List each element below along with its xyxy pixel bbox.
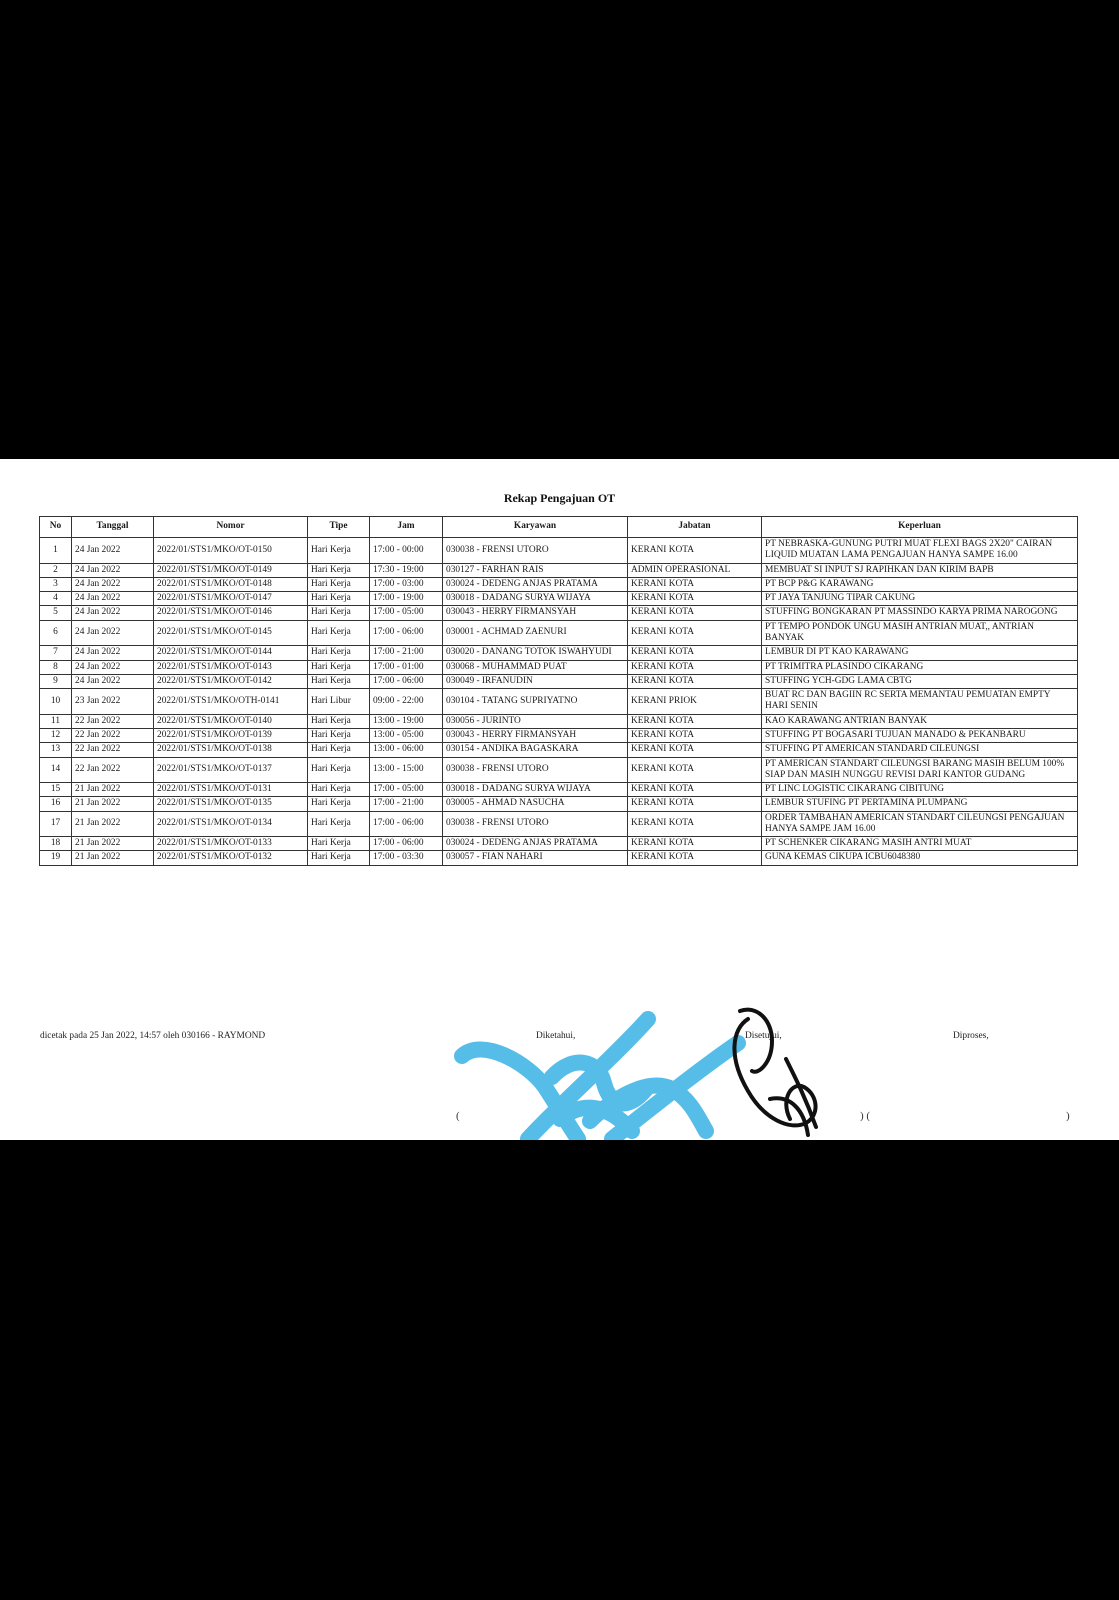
cell-keperluan: STUFFING PT AMERICAN STANDARD CILEUNGSI (762, 743, 1078, 757)
cell-no: 4 (40, 592, 72, 606)
cell-tipe: Hari Kerja (308, 646, 370, 660)
cell-jam: 17:00 - 00:00 (370, 538, 443, 564)
cell-nomor: 2022/01/STS1/MKO/OT-0132 (154, 851, 308, 865)
cell-no: 7 (40, 646, 72, 660)
cell-jam: 13:00 - 19:00 (370, 714, 443, 728)
cell-karyawan: 030024 - DEDENG ANJAS PRATAMA (443, 837, 628, 851)
cell-jam: 17:00 - 06:00 (370, 674, 443, 688)
cell-tipe: Hari Kerja (308, 606, 370, 620)
cell-nomor: 2022/01/STS1/MKO/OT-0140 (154, 714, 308, 728)
cell-tipe: Hari Kerja (308, 714, 370, 728)
cell-nomor: 2022/01/STS1/MKO/OT-0150 (154, 538, 308, 564)
cell-jam: 17:00 - 03:00 (370, 577, 443, 591)
cell-nomor: 2022/01/STS1/MKO/OT-0138 (154, 743, 308, 757)
cell-tipe: Hari Kerja (308, 563, 370, 577)
approved-by-label: Disetujui, (745, 1031, 782, 1041)
cell-nomor: 2022/01/STS1/MKO/OT-0131 (154, 783, 308, 797)
table-row (40, 811, 1078, 837)
cell-nomor: 2022/01/STS1/MKO/OT-0143 (154, 660, 308, 674)
cell-nomor: 2022/01/STS1/MKO/OT-0145 (154, 620, 308, 646)
cell-tanggal: 24 Jan 2022 (72, 620, 154, 646)
table-row (40, 757, 1078, 783)
cell-tanggal: 24 Jan 2022 (72, 606, 154, 620)
cell-jam: 17:00 - 03:30 (370, 851, 443, 865)
cell-karyawan: 030056 - JURINTO (443, 714, 628, 728)
cell-karyawan: 030154 - ANDIKA BAGASKARA (443, 743, 628, 757)
cell-keperluan: PT AMERICAN STANDART CILEUNGSI BARANG MASIH BELUM 100% SIAP DAN MASIH NUNGGU REVISI DARI KANTOR GUDANG (762, 757, 1078, 783)
cell-keperluan: PT TRIMITRA PLASINDO CIKARANG (762, 660, 1078, 674)
cell-karyawan: 030038 - FRENSI UTORO (443, 811, 628, 837)
cell-tanggal: 21 Jan 2022 (72, 797, 154, 811)
table-row (40, 728, 1078, 742)
cell-no: 8 (40, 660, 72, 674)
table-row (40, 646, 1078, 660)
cell-tanggal: 24 Jan 2022 (72, 646, 154, 660)
cell-no: 10 (40, 689, 72, 715)
table-row (40, 689, 1078, 715)
cell-jabatan: KERANI KOTA (628, 620, 762, 646)
table-row (40, 592, 1078, 606)
cell-tanggal: 22 Jan 2022 (72, 757, 154, 783)
cell-no: 3 (40, 577, 72, 591)
cell-jabatan: KERANI KOTA (628, 728, 762, 742)
cell-tanggal: 24 Jan 2022 (72, 563, 154, 577)
cell-jabatan: KERANI KOTA (628, 837, 762, 851)
blue-signature-scribble (462, 1019, 738, 1139)
cell-tipe: Hari Libur (308, 689, 370, 715)
cell-nomor: 2022/01/STS1/MKO/OT-0134 (154, 811, 308, 837)
cell-tanggal: 21 Jan 2022 (72, 851, 154, 865)
cell-no: 12 (40, 728, 72, 742)
cell-no: 14 (40, 757, 72, 783)
table-row (40, 743, 1078, 757)
cell-jam: 13:00 - 15:00 (370, 757, 443, 783)
cell-karyawan: 030020 - DANANG TOTOK ISWAHYUDI (443, 646, 628, 660)
cell-no: 15 (40, 783, 72, 797)
cell-jabatan: KERANI KOTA (628, 714, 762, 728)
column-header: Karyawan (443, 517, 628, 538)
document-page (0, 459, 1119, 1140)
cell-tipe: Hari Kerja (308, 592, 370, 606)
cell-no: 19 (40, 851, 72, 865)
cell-tanggal: 24 Jan 2022 (72, 538, 154, 564)
black-signature (734, 1010, 816, 1135)
column-header: Jabatan (628, 517, 762, 538)
cell-nomor: 2022/01/STS1/MKO/OT-0146 (154, 606, 308, 620)
cell-jabatan: KERANI KOTA (628, 743, 762, 757)
cell-jam: 17:00 - 19:00 (370, 592, 443, 606)
cell-tanggal: 24 Jan 2022 (72, 674, 154, 688)
cell-karyawan: 030127 - FARHAN RAIS (443, 563, 628, 577)
table-row (40, 797, 1078, 811)
cell-nomor: 2022/01/STS1/MKO/OT-0144 (154, 646, 308, 660)
cell-keperluan: PT JAYA TANJUNG TIPAR CAKUNG (762, 592, 1078, 606)
cell-jabatan: KERANI KOTA (628, 811, 762, 837)
cell-jabatan: KERANI KOTA (628, 538, 762, 564)
cell-tanggal: 21 Jan 2022 (72, 811, 154, 837)
cell-tipe: Hari Kerja (308, 674, 370, 688)
column-header: No (40, 517, 72, 538)
cell-jam: 17:00 - 01:00 (370, 660, 443, 674)
cell-karyawan: 030018 - DADANG SURYA WIJAYA (443, 783, 628, 797)
cell-tanggal: 24 Jan 2022 (72, 660, 154, 674)
cell-jam: 17:00 - 06:00 (370, 837, 443, 851)
cell-tipe: Hari Kerja (308, 743, 370, 757)
cell-jam: 17:00 - 21:00 (370, 797, 443, 811)
cell-keperluan: STUFFING YCH-GDG LAMA CBTG (762, 674, 1078, 688)
cell-jam: 17:00 - 06:00 (370, 620, 443, 646)
cell-keperluan: PT TEMPO PONDOK UNGU MASIH ANTRIAN MUAT,, ANTRIAN BANYAK (762, 620, 1078, 646)
column-header: Tipe (308, 517, 370, 538)
cell-jabatan: KERANI KOTA (628, 660, 762, 674)
cell-no: 2 (40, 563, 72, 577)
cell-tipe: Hari Kerja (308, 797, 370, 811)
cell-nomor: 2022/01/STS1/MKO/OT-0142 (154, 674, 308, 688)
cell-nomor: 2022/01/STS1/MKO/OT-0135 (154, 797, 308, 811)
cell-keperluan: STUFFING PT BOGASARI TUJUAN MANADO & PEKANBARU (762, 728, 1078, 742)
cell-keperluan: LEMBUR DI PT KAO KARAWANG (762, 646, 1078, 660)
cell-keperluan: PT LINC LOGISTIC CIKARANG CIBITUNG (762, 783, 1078, 797)
cell-tanggal: 22 Jan 2022 (72, 743, 154, 757)
cell-jabatan: KERANI KOTA (628, 797, 762, 811)
table-row (40, 606, 1078, 620)
cell-jam: 13:00 - 06:00 (370, 743, 443, 757)
cell-jabatan: KERANI KOTA (628, 646, 762, 660)
column-header: Keperluan (762, 517, 1078, 538)
cell-jam: 17:00 - 21:00 (370, 646, 443, 660)
column-header: Nomor (154, 517, 308, 538)
cell-keperluan: PT NEBRASKA-GUNUNG PUTRI MUAT FLEXI BAGS 2X20" CAIRAN LIQUID MUATAN LAMA PENGAJUAN HANYA SAMPE 16.00 (762, 538, 1078, 564)
cell-nomor: 2022/01/STS1/MKO/OTH-0141 (154, 689, 308, 715)
cell-karyawan: 030038 - FRENSI UTORO (443, 757, 628, 783)
cell-karyawan: 030024 - DEDENG ANJAS PRATAMA (443, 577, 628, 591)
cell-keperluan: PT SCHENKER CIKARANG MASIH ANTRI MUAT (762, 837, 1078, 851)
cell-karyawan: 030049 - IRFANUDIN (443, 674, 628, 688)
document-title: Rekap Pengajuan OT (503, 491, 616, 505)
cell-tipe: Hari Kerja (308, 577, 370, 591)
table-row (40, 837, 1078, 851)
cell-jabatan: KERANI KOTA (628, 577, 762, 591)
cell-keperluan: LEMBUR STUFING PT PERTAMINA PLUMPANG (762, 797, 1078, 811)
cell-keperluan: KAO KARAWANG ANTRIAN BANYAK (762, 714, 1078, 728)
cell-tipe: Hari Kerja (308, 783, 370, 797)
cell-no: 1 (40, 538, 72, 564)
table-row (40, 660, 1078, 674)
cell-karyawan: 030018 - DADANG SURYA WIJAYA (443, 592, 628, 606)
cell-no: 11 (40, 714, 72, 728)
cell-no: 6 (40, 620, 72, 646)
cell-tanggal: 21 Jan 2022 (72, 837, 154, 851)
cell-no: 18 (40, 837, 72, 851)
cell-nomor: 2022/01/STS1/MKO/OT-0148 (154, 577, 308, 591)
table-body (40, 538, 1078, 866)
cell-tipe: Hari Kerja (308, 851, 370, 865)
cell-karyawan: 030104 - TATANG SUPRIYATNO (443, 689, 628, 715)
cell-jam: 09:00 - 22:00 (370, 689, 443, 715)
cell-karyawan: 030001 - ACHMAD ZAENURI (443, 620, 628, 646)
cell-tipe: Hari Kerja (308, 728, 370, 742)
cell-nomor: 2022/01/STS1/MKO/OT-0149 (154, 563, 308, 577)
cell-tipe: Hari Kerja (308, 837, 370, 851)
cell-jam: 13:00 - 05:00 (370, 728, 443, 742)
cell-karyawan: 030068 - MUHAMMAD PUAT (443, 660, 628, 674)
cell-jabatan: ADMIN OPERASIONAL (628, 563, 762, 577)
cell-tipe: Hari Kerja (308, 757, 370, 783)
table-header-row (40, 517, 1078, 538)
signature-paren-mid: ) ( (860, 1110, 871, 1122)
cell-keperluan: PT BCP P&G KARAWANG (762, 577, 1078, 591)
cell-keperluan: GUNA KEMAS CIKUPA ICBU6048380 (762, 851, 1078, 865)
cell-tanggal: 24 Jan 2022 (72, 592, 154, 606)
table-row (40, 620, 1078, 646)
column-header: Tanggal (72, 517, 154, 538)
table-row (40, 674, 1078, 688)
cell-nomor: 2022/01/STS1/MKO/OT-0137 (154, 757, 308, 783)
printed-info: dicetak pada 25 Jan 2022, 14:57 oleh 030166 - RAYMOND (40, 1031, 266, 1041)
cell-karyawan: 030038 - FRENSI UTORO (443, 538, 628, 564)
cell-tanggal: 22 Jan 2022 (72, 728, 154, 742)
cell-jabatan: KERANI KOTA (628, 783, 762, 797)
cell-jabatan: KERANI KOTA (628, 851, 762, 865)
cell-jam: 17:00 - 05:00 (370, 606, 443, 620)
cell-no: 9 (40, 674, 72, 688)
cell-karyawan: 030043 - HERRY FIRMANSYAH (443, 606, 628, 620)
cell-keperluan: BUAT RC DAN BAGIIN RC SERTA MEMANTAU PEMUATAN EMPTY HARI SENIN (762, 689, 1078, 715)
cell-tipe: Hari Kerja (308, 811, 370, 837)
cell-nomor: 2022/01/STS1/MKO/OT-0133 (154, 837, 308, 851)
cell-keperluan: STUFFING BONGKARAN PT MASSINDO KARYA PRIMA NAROGONG (762, 606, 1078, 620)
cell-jam: 17:00 - 05:00 (370, 783, 443, 797)
cell-jabatan: KERANI KOTA (628, 592, 762, 606)
column-header: Jam (370, 517, 443, 538)
cell-nomor: 2022/01/STS1/MKO/OT-0139 (154, 728, 308, 742)
signature-paren-open: ( (456, 1110, 460, 1122)
cell-jabatan: KERANI KOTA (628, 757, 762, 783)
table-row (40, 714, 1078, 728)
cell-jabatan: KERANI PRIOK (628, 689, 762, 715)
cell-keperluan: ORDER TAMBAHAN AMERICAN STANDART CILEUNGSI PENGAJUAN HANYA SAMPE JAM 16.00 (762, 811, 1078, 837)
cell-tanggal: 21 Jan 2022 (72, 783, 154, 797)
cell-keperluan: MEMBUAT SI INPUT SJ RAPIHKAN DAN KIRIM BAPB (762, 563, 1078, 577)
cell-karyawan: 030057 - FIAN NAHARI (443, 851, 628, 865)
cell-no: 5 (40, 606, 72, 620)
cell-no: 16 (40, 797, 72, 811)
processed-by-label: Diproses, (953, 1031, 989, 1041)
cell-tanggal: 23 Jan 2022 (72, 689, 154, 715)
cell-jam: 17:00 - 06:00 (370, 811, 443, 837)
cell-jam: 17:30 - 19:00 (370, 563, 443, 577)
cell-jabatan: KERANI KOTA (628, 674, 762, 688)
table-row (40, 538, 1078, 564)
known-by-label: Diketahui, (536, 1031, 576, 1041)
cell-nomor: 2022/01/STS1/MKO/OT-0147 (154, 592, 308, 606)
cell-jabatan: KERANI KOTA (628, 606, 762, 620)
cell-karyawan: 030005 - AHMAD NASUCHA (443, 797, 628, 811)
cell-tanggal: 24 Jan 2022 (72, 577, 154, 591)
cell-karyawan: 030043 - HERRY FIRMANSYAH (443, 728, 628, 742)
overtime-table (39, 516, 1078, 866)
table-row (40, 851, 1078, 865)
table-row (40, 563, 1078, 577)
table-row (40, 577, 1078, 591)
cell-tipe: Hari Kerja (308, 620, 370, 646)
cell-tanggal: 22 Jan 2022 (72, 714, 154, 728)
table-row (40, 783, 1078, 797)
signature-paren-close: ) (1066, 1110, 1070, 1122)
cell-tipe: Hari Kerja (308, 538, 370, 564)
cell-no: 17 (40, 811, 72, 837)
cell-no: 13 (40, 743, 72, 757)
cell-tipe: Hari Kerja (308, 660, 370, 674)
